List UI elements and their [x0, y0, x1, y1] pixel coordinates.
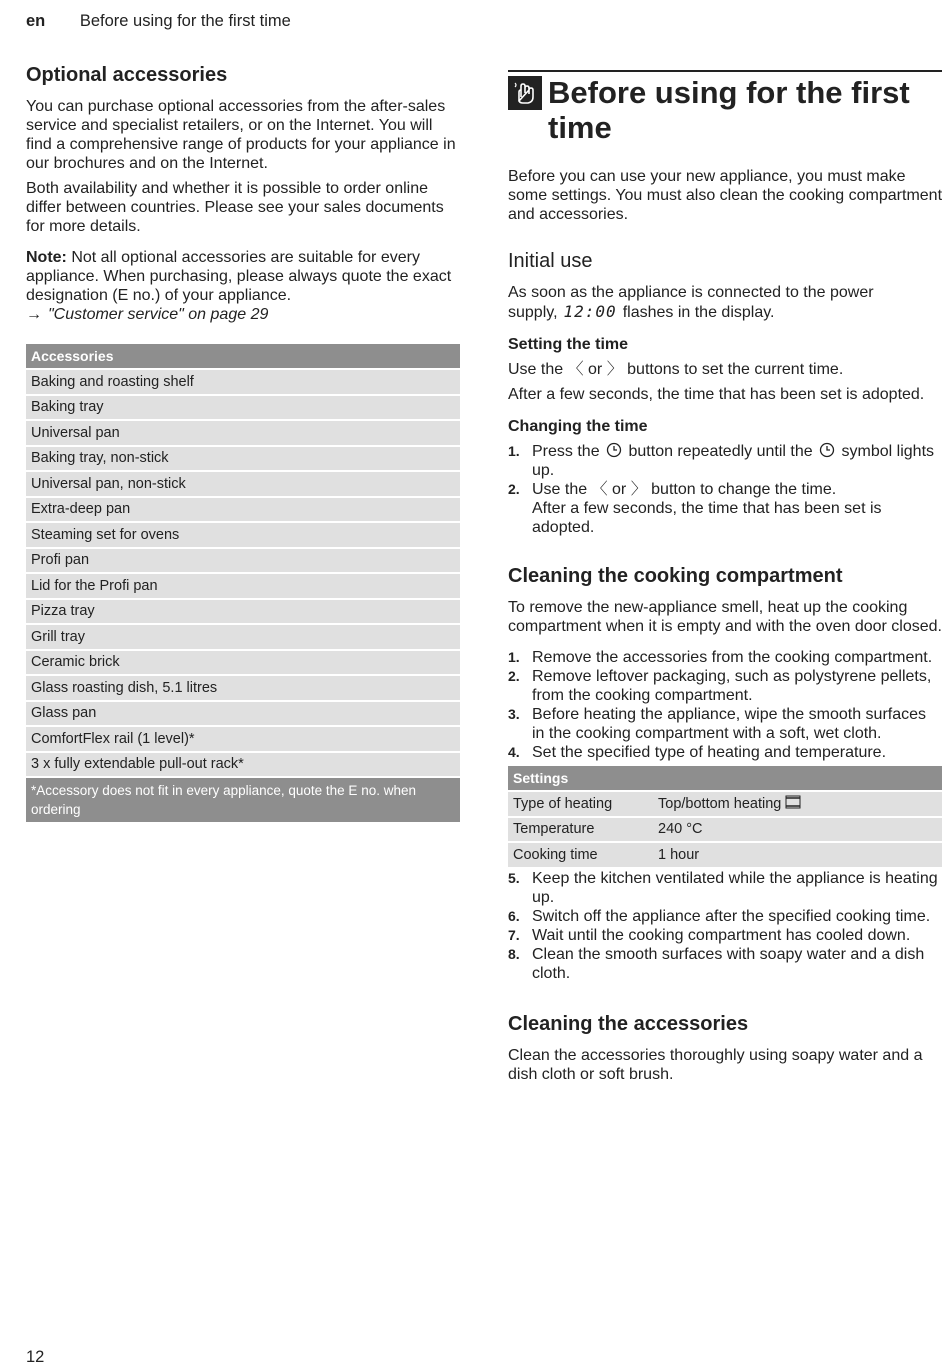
step-number: 5.	[508, 869, 520, 886]
table-row	[26, 574, 460, 598]
cleaning-compartment-heading: Cleaning the cooking compartment	[508, 565, 843, 587]
arrow-right-icon: →	[26, 306, 42, 323]
list-item	[508, 705, 942, 743]
cleaning-accessories-heading: Cleaning the accessories	[508, 1012, 749, 1035]
header-title: Before using for the first time	[79, 12, 291, 30]
accessory-name: Lid for the Profi pan	[26, 574, 460, 598]
list-item	[508, 480, 942, 537]
cleaning-steps-part-1	[508, 648, 942, 762]
table-row	[26, 702, 460, 726]
step-number: 4.	[508, 744, 520, 760]
hand-cleaning-icon	[508, 76, 542, 110]
accessory-name: Baking tray	[26, 396, 460, 420]
table-row	[26, 396, 460, 420]
step-number: 2.	[508, 481, 520, 497]
table-row	[26, 447, 460, 471]
accessory-name: Profi pan	[26, 549, 460, 573]
accessories-table	[26, 342, 460, 824]
accessory-name: 3 x fully extendable pull-out rack*	[26, 753, 460, 777]
page-title: Before using for the first time	[548, 75, 910, 145]
setting-value-text: 240 °C	[658, 821, 703, 838]
accessory-name: ComfortFlex rail (1 level)*	[26, 727, 460, 751]
cleaning-steps-part-2	[508, 869, 942, 983]
page-number: 12	[26, 1348, 45, 1366]
accessory-name: Grill tray	[26, 625, 460, 649]
setting-time-heading: Setting the time	[508, 336, 629, 353]
setting-value-text: Top/bottom heating	[658, 796, 782, 813]
list-item	[508, 926, 942, 945]
table-row	[26, 625, 460, 649]
top-bottom-heating-icon	[785, 795, 801, 809]
note-label: Note:	[26, 249, 67, 266]
settings-table	[508, 764, 942, 869]
accessories-paragraph-1: You can purchase optional accessories from the after-sales service and specialist retailers, or on the Internet. You will find a comprehensive range of products for your appliance in our brochures and on the Internet.	[26, 98, 456, 172]
step-number: 2.	[508, 668, 520, 684]
section-title-row	[508, 70, 942, 145]
table-row	[508, 843, 942, 867]
optional-accessories-heading: Optional accessories	[26, 64, 228, 86]
table-row	[26, 421, 460, 445]
table-row	[26, 472, 460, 496]
table-row	[508, 792, 942, 816]
setting-time-line-1: Use the 〈 or 〉 buttons to set the current time.	[508, 361, 844, 378]
setting-value	[653, 818, 942, 842]
accessories-table-header: Accessories	[26, 344, 460, 368]
initial-use-heading: Initial use	[508, 250, 593, 272]
clock-icon	[819, 442, 835, 458]
clock-icon	[606, 442, 622, 458]
step-text	[532, 442, 942, 480]
setting-value	[653, 792, 942, 816]
step-text: Clean the smooth surfaces with soapy water and a dish cloth.	[532, 945, 925, 982]
table-row	[26, 727, 460, 751]
page-header	[26, 12, 291, 31]
settings-table-body	[508, 792, 942, 867]
initial-use-text	[508, 283, 942, 322]
cleaning-compartment-intro: To remove the new-appliance smell, heat up the cooking compartment when it is empty and with the oven door closed.	[508, 599, 942, 635]
list-item	[508, 648, 942, 667]
table-row	[26, 676, 460, 700]
step-text: Switch off the appliance after the specified cooking time.	[532, 907, 931, 925]
accessory-name: Pizza tray	[26, 600, 460, 624]
step-text: Before heating the appliance, wipe the smooth surfaces in the cooking compartment with a soft, wet cloth.	[532, 706, 927, 742]
step1-text-a: Press the	[532, 443, 600, 460]
table-row	[26, 753, 460, 777]
accessories-table-body	[26, 370, 460, 776]
step1-text-c: symbol lights up.	[532, 443, 935, 479]
table-row	[26, 651, 460, 675]
right-column	[508, 64, 942, 1090]
accessory-name: Universal pan	[26, 421, 460, 445]
step-number: 1.	[508, 443, 520, 459]
list-item	[508, 743, 942, 762]
list-item	[508, 907, 942, 926]
list-item	[508, 667, 942, 705]
step1-text-b: button repeatedly until the	[628, 443, 813, 460]
step-text: Wait until the cooking compartment has cooled down.	[532, 926, 911, 944]
setting-value	[653, 843, 942, 867]
language-code: en	[26, 12, 46, 30]
changing-time-heading: Changing the time	[508, 418, 648, 435]
setting-time-line-2: After a few seconds, the time that has been set is adopted.	[508, 386, 925, 403]
accessories-paragraph-2: Both availability and whether it is possible to order online differ between countries. Please see your sales documents for more details.	[26, 180, 444, 235]
list-item	[508, 945, 942, 983]
accessories-footnote: *Accessory does not fit in every appliance, quote the E no. when ordering	[26, 778, 460, 822]
table-row	[508, 818, 942, 842]
accessory-name: Extra-deep pan	[26, 498, 460, 522]
customer-service-link[interactable]: "Customer service" on page 29	[48, 306, 269, 323]
step-text: Keep the kitchen ventilated while the appliance is heating up.	[532, 869, 938, 906]
cleaning-accessories-text: Clean the accessories thoroughly using soapy water and a dish cloth or soft brush.	[508, 1046, 923, 1083]
customer-service-link-row	[26, 305, 460, 324]
step-number: 7.	[508, 926, 520, 943]
step-number: 1.	[508, 649, 520, 665]
note-text: Not all optional accessories are suitable for every appliance. When purchasing, please always quote the exact designation (E no.) of your appliance.	[26, 249, 452, 304]
intro-paragraph: Before you can use your new appliance, you must make some settings. You must also clean the cooking compartment and accessories.	[508, 168, 943, 223]
table-row	[26, 549, 460, 573]
step-number: 6.	[508, 907, 520, 924]
settings-table-header: Settings	[508, 766, 942, 790]
left-column	[26, 64, 460, 824]
setting-label: Type of heating	[508, 792, 653, 816]
display-readout: 12:00	[563, 302, 617, 321]
initial-use-text-before: As soon as the appliance is connected to the power supply,	[508, 284, 874, 321]
table-row	[26, 523, 460, 547]
table-row	[26, 370, 460, 394]
accessory-name: Ceramic brick	[26, 651, 460, 675]
step-text: Remove leftover packaging, such as polystyrene pellets, from the cooking compartment.	[532, 668, 932, 704]
note-paragraph	[26, 248, 460, 305]
setting-value-text: 1 hour	[658, 846, 700, 863]
setting-label: Temperature	[508, 818, 653, 842]
accessory-name: Steaming set for ovens	[26, 523, 460, 547]
accessory-name: Baking and roasting shelf	[26, 370, 460, 394]
step2-text-b: After a few seconds, the time that has been set is adopted.	[532, 500, 882, 536]
step-number: 3.	[508, 706, 520, 722]
accessory-name: Baking tray, non-stick	[26, 447, 460, 471]
table-row	[26, 600, 460, 624]
step-text	[532, 480, 942, 537]
setting-label: Cooking time	[508, 843, 653, 867]
table-row	[26, 498, 460, 522]
list-item	[508, 869, 942, 907]
step2-text-a: Use the 〈 or 〉 button to change the time.	[532, 481, 837, 498]
step-text: Remove the accessories from the cooking compartment.	[532, 649, 933, 666]
initial-use-text-after: flashes in the display.	[622, 304, 775, 321]
accessory-name: Glass roasting dish, 5.1 litres	[26, 676, 460, 700]
changing-time-steps	[508, 442, 942, 537]
accessory-name: Universal pan, non-stick	[26, 472, 460, 496]
step-text: Set the specified type of heating and temperature.	[532, 744, 887, 761]
list-item	[508, 442, 942, 480]
step-number: 8.	[508, 945, 520, 962]
accessory-name: Glass pan	[26, 702, 460, 726]
